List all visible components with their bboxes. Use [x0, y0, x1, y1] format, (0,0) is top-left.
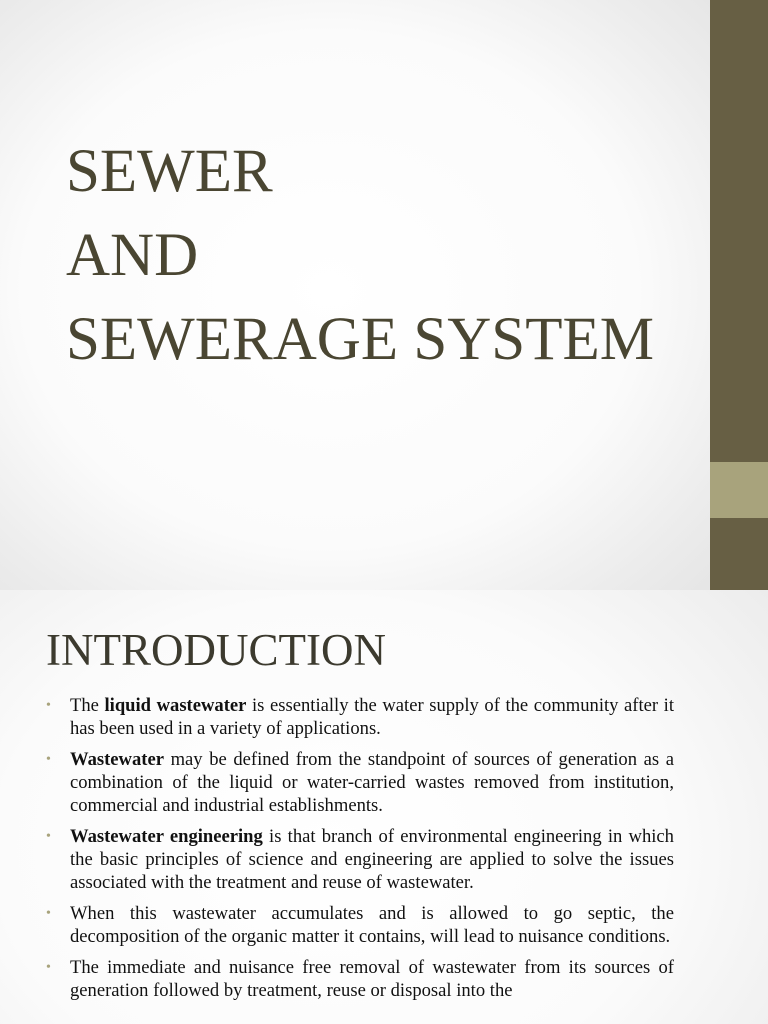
bullet-marker-icon: • — [46, 752, 51, 767]
bullet-item — [44, 748, 674, 817]
bullet-lead: The — [70, 695, 105, 716]
bullet-marker-icon: • — [46, 960, 51, 975]
bullet-marker-icon: • — [46, 906, 51, 921]
bullet-text: When this wastewater accumulates and is allowed to go septic, the decomposition of the organic matter it contains, will lead to nuisance conditions. — [70, 903, 674, 947]
bullet-text: The immediate and nuisance free removal of wastewater from its sources of generation followed by treatment, reuse or disposal into the — [70, 957, 674, 1001]
bullet-text: is essentially the water supply of the community after it has been used in a variety of applications. — [70, 695, 675, 739]
sidebar-accent-block — [710, 462, 768, 518]
slide-heading: INTRODUCTION — [46, 625, 386, 675]
bullet-list — [44, 694, 674, 1010]
bullet-text: is that branch of environmental engineering in which the basic principles of science and engineering are applied to solve the issues associated with the treatment and reuse of wastewater. — [70, 826, 674, 893]
slide-title — [66, 130, 654, 382]
title-line-1: SEWER — [66, 138, 273, 205]
bullet-bold-term: liquid wastewater — [104, 695, 247, 716]
bullet-marker-icon: • — [46, 829, 51, 844]
bullet-item — [44, 825, 674, 894]
bullet-item — [44, 694, 674, 740]
bullet-marker-icon: • — [46, 698, 51, 713]
title-line-3: SEWERAGE SYSTEM — [66, 306, 654, 373]
introduction-slide — [0, 590, 768, 1024]
title-line-2: AND — [66, 222, 199, 289]
bullet-bold-term: Wastewater — [70, 749, 164, 770]
bullet-text: may be defined from the standpoint of sources of generation as a combination of the liquid or water-carried wastes removed from institution, commercial and industrial establishments. — [70, 749, 674, 816]
bullet-item — [44, 956, 674, 1002]
bullet-bold-term: Wastewater engineering — [70, 826, 263, 847]
bullet-item — [44, 902, 674, 948]
